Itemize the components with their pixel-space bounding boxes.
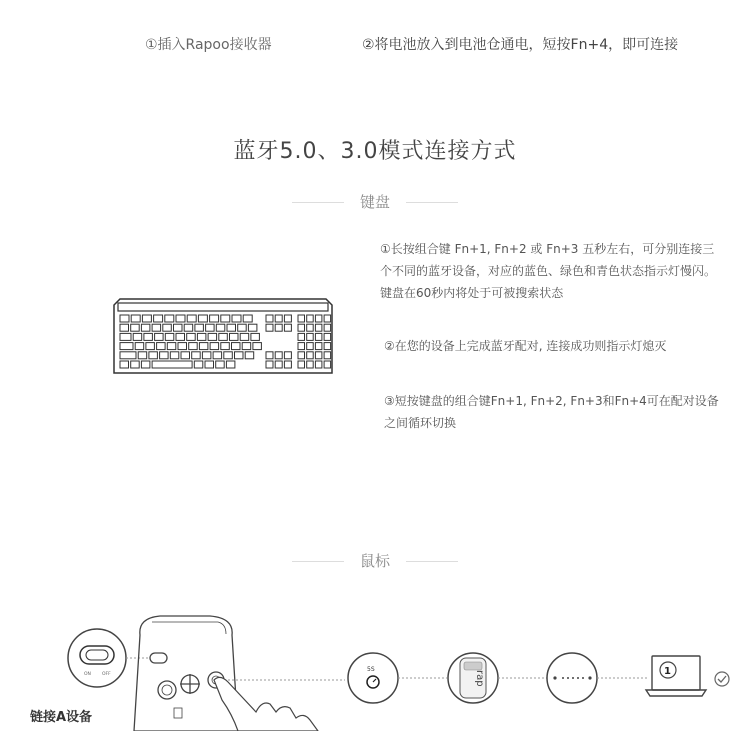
keyboard-key <box>167 343 176 350</box>
keyboard-key <box>152 361 192 368</box>
keyboard-key <box>324 324 331 331</box>
keyboard-key <box>142 315 151 322</box>
divider-line <box>292 561 344 562</box>
keyboard-key <box>242 343 251 350</box>
keyboard-key <box>131 315 140 322</box>
keyboard-key <box>120 361 129 368</box>
keyboard-key <box>131 324 140 331</box>
keyboard-key <box>216 324 225 331</box>
keyboard-key <box>315 352 322 359</box>
power-switch-icon <box>68 629 126 687</box>
keyboard-key <box>160 352 169 359</box>
keyboard-key <box>298 343 305 350</box>
keyboard-key <box>275 315 282 322</box>
keyboard-key <box>210 343 219 350</box>
keyboard-key <box>176 315 185 322</box>
keyboard-key <box>324 315 331 322</box>
keyboard-key <box>198 315 207 322</box>
keyboard-key <box>210 315 219 322</box>
divider-line <box>406 202 458 203</box>
receiver-text: rap <box>474 670 485 687</box>
mouse-pairing-diagram <box>0 600 750 731</box>
keyboard-key <box>120 315 129 322</box>
keyboard-key <box>157 343 166 350</box>
keyboard-key <box>120 352 136 359</box>
keyboard-key <box>298 315 305 322</box>
keyboard-key <box>307 324 314 331</box>
keyboard-key <box>315 343 322 350</box>
keyboard-key <box>324 361 331 368</box>
keyboard-key <box>165 315 174 322</box>
keyboard-key <box>199 343 208 350</box>
mouse-underside-icon <box>134 616 238 731</box>
keyboard-key <box>284 361 291 368</box>
step-insert-receiver: ①插入Rapoo接收器 <box>145 37 272 53</box>
keyboard-key <box>155 333 164 340</box>
keyboard-key <box>187 333 196 340</box>
keyboard-key <box>170 352 179 359</box>
keyboard-key <box>138 352 147 359</box>
keyboard-illustration <box>112 297 334 377</box>
keyboard-instruction-3: ③短按键盘的组合键Fn+1, Fn+2, Fn+3和Fn+4可在配对设备之间循环切换 <box>384 394 719 430</box>
keyboard-key <box>315 315 322 322</box>
keyboard-key <box>213 352 222 359</box>
keyboard-key <box>266 324 273 331</box>
keyboard-key <box>120 343 133 350</box>
keyboard-key <box>146 343 155 350</box>
keyboard-key <box>178 343 187 350</box>
mouse-section-heading <box>0 550 750 571</box>
keyboard-key <box>266 361 273 368</box>
keyboard-key <box>315 324 322 331</box>
keyboard-key <box>181 352 190 359</box>
divider-line <box>406 561 458 562</box>
keyboard-key <box>284 315 291 322</box>
keyboard-key <box>219 333 228 340</box>
keyboard-key <box>298 324 305 331</box>
keyboard-key <box>266 315 273 322</box>
keyboard-key <box>163 324 172 331</box>
keyboard-key <box>149 352 158 359</box>
keyboard-key <box>284 352 291 359</box>
switch-off-label: OFF <box>102 672 111 677</box>
keyboard-key <box>216 361 225 368</box>
keyboard-key <box>240 333 249 340</box>
divider-line <box>292 202 344 203</box>
keyboard-key <box>307 333 314 340</box>
keyboard-instruction-1: ①长按组合键 Fn+1, Fn+2 或 Fn+3 五秒左右，可分别连接三个不同的蓝牙设备，对应的蓝色、绿色和青色状态指示灯慢闪。键盘在60秒内将处于可被搜索状态 <box>380 242 717 300</box>
laptop-icon <box>646 656 706 696</box>
keyboard-key <box>154 315 163 322</box>
keyboard-key <box>307 315 314 322</box>
keyboard-key <box>202 352 211 359</box>
keyboard-key <box>189 343 198 350</box>
keyboard-key <box>235 352 244 359</box>
keyboard-key <box>152 324 161 331</box>
keyboard-key <box>141 324 150 331</box>
keyboard-key <box>131 361 140 368</box>
keyboard-key <box>238 324 247 331</box>
hand-icon <box>214 677 318 731</box>
connect-device-a-caption: 链接A设备 <box>30 710 93 725</box>
check-icon <box>715 672 729 686</box>
keyboard-key <box>133 333 142 340</box>
keyboard-key <box>251 333 260 340</box>
keyboard-key <box>266 352 273 359</box>
keyboard-key <box>221 315 230 322</box>
keyboard-key <box>232 343 241 350</box>
keyboard-key <box>165 333 174 340</box>
keyboard-section-heading <box>0 191 750 212</box>
keyboard-key <box>195 324 204 331</box>
keyboard-key <box>307 343 314 350</box>
keyboard-key <box>224 352 233 359</box>
keyboard-key <box>141 361 150 368</box>
keyboard-key <box>197 333 206 340</box>
keyboard-key <box>221 343 230 350</box>
keyboard-key <box>324 333 331 340</box>
keyboard-key <box>194 361 203 368</box>
keyboard-key <box>187 315 196 322</box>
keyboard-key <box>135 343 144 350</box>
keyboard-key <box>230 333 239 340</box>
keyboard-key <box>315 361 322 368</box>
keyboard-key <box>298 333 305 340</box>
keyboard-key <box>184 324 193 331</box>
timer-icon <box>348 653 398 703</box>
keyboard-key <box>275 324 282 331</box>
receiver-icon <box>448 653 498 703</box>
keyboard-key <box>324 352 331 359</box>
keyboard-key <box>248 324 257 331</box>
step-insert-battery: ②将电池放入到电池仓通电，短按Fn+4，即可连接 <box>362 37 679 53</box>
keyboard-key <box>226 361 235 368</box>
keyboard-key <box>307 352 314 359</box>
keyboard-key <box>324 343 331 350</box>
keyboard-key <box>206 324 215 331</box>
keyboard-key <box>253 343 262 350</box>
keyboard-key <box>284 324 291 331</box>
page-title: 蓝牙5.0、3.0模式连接方式 <box>233 139 517 164</box>
keyboard-key <box>120 324 129 331</box>
keyboard-key <box>208 333 217 340</box>
keyboard-key <box>275 361 282 368</box>
mouse-heading-label: 鼠标 <box>359 552 390 570</box>
keyboard-key <box>120 333 131 340</box>
keyboard-key <box>275 352 282 359</box>
keyboard-key <box>307 361 314 368</box>
laptop-number: 1 <box>664 666 671 677</box>
keyboard-key <box>176 333 185 340</box>
keyboard-key <box>232 315 241 322</box>
keyboard-key <box>298 352 305 359</box>
keyboard-heading-label: 键盘 <box>359 193 390 211</box>
indicator-lights-icon <box>547 653 597 703</box>
timer-label: 5S <box>367 666 375 673</box>
switch-on-label: ON <box>84 672 91 677</box>
keyboard-key <box>227 324 236 331</box>
keyboard-instruction-2: ②在您的设备上完成蓝牙配对, 连接成功则指示灯熄灭 <box>384 339 667 353</box>
keyboard-key <box>144 333 153 340</box>
keyboard-key <box>245 352 254 359</box>
keyboard-key <box>298 361 305 368</box>
keyboard-key <box>205 361 214 368</box>
keyboard-key <box>192 352 201 359</box>
keyboard-key <box>243 315 252 322</box>
keyboard-key <box>174 324 183 331</box>
keyboard-key <box>315 333 322 340</box>
